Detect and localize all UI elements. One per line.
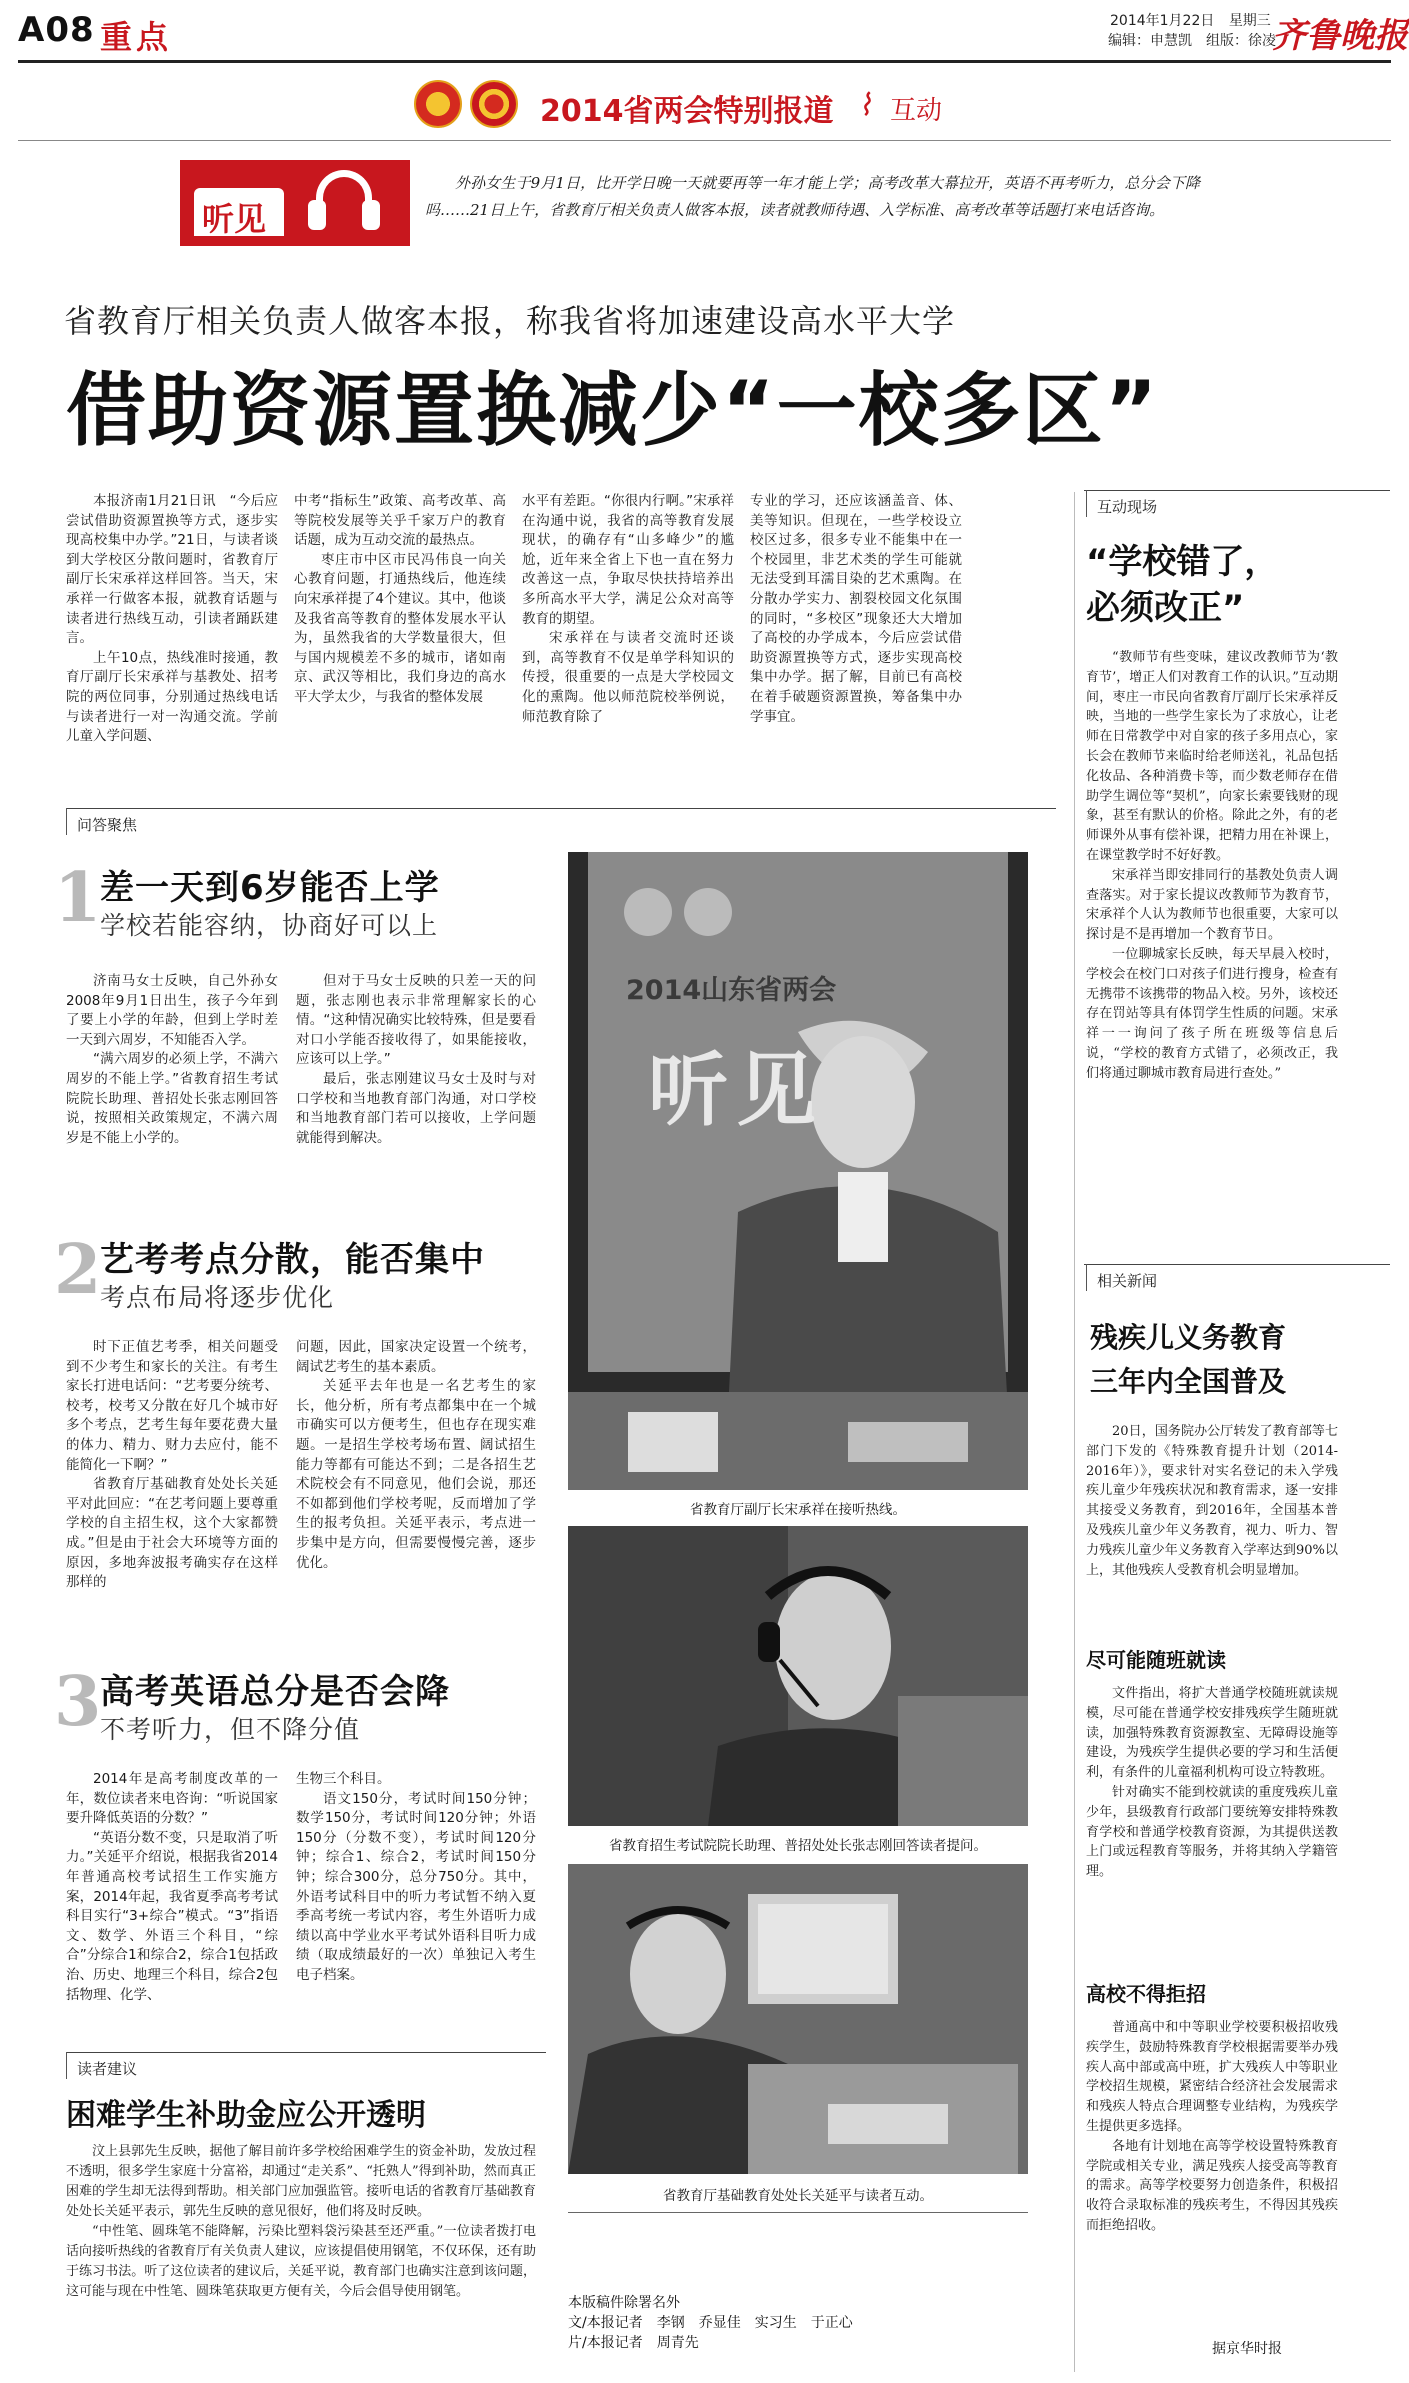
q1-col-2-p2: 最后，张志刚建议马女士及时与对口学校和当地教育部门沟通，对口学校和当地教育部门若可以接收，上学问题就能得到解决。 bbox=[296, 1070, 536, 1146]
q1-col-1-p2: “满六周岁的必须上学，不满六周岁的不能上学。”省教育招生考试院院长助理、普招处长张志刚回答说，按照相关政策规定，不满六周岁是不能上小学的。 bbox=[66, 1051, 278, 1146]
q2-col-2 bbox=[296, 1338, 536, 1640]
masthead-logo: 齐鲁晚报 bbox=[1272, 16, 1408, 56]
q3-col-1-p1: 2014年是高考制度改革的一年，数位读者来电咨询：“听说国家要升降低英语的分数？” bbox=[66, 1771, 278, 1827]
sidebar-divider bbox=[1074, 492, 1075, 2372]
credits-rule bbox=[568, 2212, 1028, 2213]
qa-rule bbox=[66, 808, 1056, 809]
q2-col-1-p1: 时下正值艺考季，相关问题受到不少考生和家长的关注。有考生家长打进电话问：“艺考要分统考、校考，校考又分散在好几个城市好多个考点，艺考生每年要花费大量的体力、精力、财力去应付，能不能简化一下啊？” bbox=[66, 1339, 278, 1473]
poster-big-text: 听见 bbox=[648, 1044, 824, 1137]
sub2-title: 高校不得拒招 bbox=[1086, 1982, 1206, 2006]
poster-line: 2014山东省两会 bbox=[626, 975, 837, 1006]
lead-col-2-p2: 枣庄市中区市民冯伟良一向关心教育问题，打通热线后，他连续向宋承祥提了4个建议。其中，他谈及我省高等教育的整体发展水平认为，虽然我省的大学数量很大，但与国内规模差不多的城市，诸如南京、武汉等相比，我们身边的高水平大学太少，与我省的整体发展 bbox=[294, 551, 506, 705]
weekday-text: 星期三 bbox=[1228, 13, 1271, 29]
reader-title: 困难学生补助金应公开透明 bbox=[66, 2098, 426, 2133]
interactive-body-p1: “教师节有些变味，建议改教师节为‘教育节’，增正人们对教育工作的认识。”互动期间，枣庄一市民向省教育厅副厅长宋承祥反映，当地的一些学生家长为了求放心，让老师在日常教学中对自家的孩子多用点心，家长会在教师节来临时给老师送礼，礼品包括化妆品、各种消费卡等，而少数老师存在借助学生调位等“契机”，向家长索要钱财的现象，甚至有默认的价格。除此之外，有的老师课外从事有偿补课，把精力用在补课上，在课堂教学时不好好教。 bbox=[1086, 650, 1338, 863]
sub2-body-p2: 各地有计划地在高等学校设置特殊教育学院或相关专业，满足残疾人接受高等教育的需求。高等学校要努力创造条件，积极招收符合录取标准的残疾考生，不得因其残疾而拒绝招收。 bbox=[1086, 2138, 1338, 2233]
headline-kicker: 省教育厅相关负责人做客本报，称我省将加速建设高水平大学 bbox=[64, 302, 956, 340]
banner-rule bbox=[18, 140, 1391, 141]
q3-col-1-p2: “英语分数不变，只是取消了听力。”关延平介绍说，根据我省2014年普通高校考试招生工作实施方案，2014年起，我省夏季高考考试科目实行“3+综合”模式。“3”指语文、数学、外语三个科目，“综合”分综合1和综合2，综合1包括政治、历史、地理三个科目，综合2包括物理、化学、 bbox=[66, 1829, 278, 2003]
q3-col-2-p1: 生物三个科目。 bbox=[296, 1771, 391, 1787]
reader-body-p1: 汶上县郭先生反映，据他了解目前许多学校给困难学生的资金补助，发放过程不透明，很多学生家庭十分富裕，却通过“走关系”、“托熟人”得到补助，然而真正困难的学生却无法得到帮助。相关部门应加强监管。接听电话的省教育厅基础教育处处长关延平表示，郭先生反映的意见很好，他们将及时反映。 bbox=[66, 2144, 536, 2219]
page-code: A08 bbox=[18, 10, 95, 50]
sub1-body-p1: 文件指出，将扩大普通学校随班就读规模，尽可能在普通学校安排残疾学生随班就读，加强特殊教育资源教室、无障碍设施等建设，为残疾学生提供必要的学习和生活便利，有条件的儿童福利机构可设立特教班。 bbox=[1086, 1686, 1338, 1781]
q3-col-2 bbox=[296, 1770, 536, 2032]
photo-1-caption: 省教育厅副厅长宋承祥在接听热线。 bbox=[690, 1502, 906, 1518]
lead-col-1 bbox=[66, 492, 278, 772]
photo-2-image bbox=[568, 1526, 1028, 1826]
badge-label: 听见 bbox=[202, 200, 267, 238]
photo-1-image bbox=[568, 852, 1028, 1490]
interactive-body-p3: 一位聊城家长反映，每天早晨入校时，学校会在校门口对孩子们进行搜身，检查有无携带不该携带的物品入校。另外，该校还存在罚站等具有体罚学生性质的问题。宋承祥一一询问了孩子所在班级等信息后说，“学校的教育方式错了，必须改正，我们将通过聊城市教育局进行查处。” bbox=[1086, 946, 1338, 1081]
national-emblem-icon bbox=[414, 80, 462, 128]
q1-col-2-p1: 但对于马女士反映的只差一天的问题，张志刚也表示非常理解家长的心情。“这种情况确实比较特殊，但是要看对口小学能否接收得了，如果能接收，应该可以上学。” bbox=[296, 973, 536, 1068]
qa-section-tag: 问答聚焦 bbox=[66, 814, 137, 835]
lead-col-3-p1: 水平有差距。“你很内行啊。”宋承祥在沟通中说，我省的高等教育发展现状，的确存有“山多峰少”的尴尬，近年来全省上下也一直在努力改善这一点，争取尽快扶持培养出多所高水平大学，满足公众对高等教育的期望。 bbox=[522, 493, 734, 627]
q3-col-1 bbox=[66, 1770, 278, 2032]
credits-line0: 本版稿件除署名外 bbox=[568, 2295, 680, 2311]
photo-3-image bbox=[568, 1864, 1028, 2174]
lead-col-1-p2: 上午10点，热线准时接通，教育厅副厅长宋承祥与基教处、招考院的两位同事，分别通过热线电话与读者进行一对一沟通交流。学前儿童入学问题、 bbox=[66, 649, 278, 745]
sidebar-top-rule bbox=[1084, 490, 1390, 491]
q2-col-2-p2: 关延平去年也是一名艺考生的家长，他分析，所有考点都集中在一个城市确实可以方便考生，但也存在现实难题。一是招生学校考场布置、阔试招生能力等都有可能达不到；二是各招生艺术院校会有不同意见，他们会说，那还不如都到他们学校考呢，反而增加了学生的报考负担。关延平表示，考点进一步集中是方向，但需要慢慢完善，逐步优化。 bbox=[296, 1378, 536, 1571]
photo-2 bbox=[568, 1526, 1028, 1826]
banner-title: 2014省两会特别报道 bbox=[540, 94, 834, 129]
banner-sub: 互动 bbox=[890, 96, 943, 126]
q1-subtitle: 学校若能容纳，协商好可以上 bbox=[100, 911, 439, 940]
lead-col-3 bbox=[522, 492, 734, 772]
related-rule bbox=[1084, 1264, 1390, 1265]
lead-col-2 bbox=[294, 492, 506, 772]
q2-title: 艺考考点分散，能否集中 bbox=[100, 1240, 485, 1280]
related-tag: 相关新闻 bbox=[1086, 1270, 1157, 1291]
page-header bbox=[0, 0, 1409, 62]
lead-col-4 bbox=[750, 492, 962, 772]
section-name: 重点 bbox=[100, 18, 173, 56]
related-body-p1: 20日，国务院办公厅转发了教育部等七部门下发的《特殊教育提升计划（2014-2016年）》，要求针对实名登记的未入学残疾儿童少年残疾状况和教育需求，逐一安排其接受义务教育，到2016年，全国基本普及残疾儿童少年义务教育，视力、听力、智力残疾儿童少年义务教育入学率达到90%以上，其他残疾人受教育机会明显增加。 bbox=[1086, 1424, 1338, 1578]
related-title-2: 三年内全国普及 bbox=[1090, 1365, 1287, 1398]
q2-col-1-p2: 省教育厅基础教育处处长关延平对此回应：“在艺考问题上要尊重学校的自主招生权，这个大家都赞成。”但是由于社会大环境等方面的原因，多地奔波报考确实存在这样那样的 bbox=[66, 1476, 278, 1591]
intro-text: 外孙女生于9月1日，比开学日晚一天就要再等一年才能上学；高考改革大幕拉开，英语不再考听力，总分会下降吗……21日上午，省教育厅相关负责人做客本报，读者就教师待遇、入学标准、高考改革等话题打来电话咨询。 bbox=[425, 174, 1200, 219]
q3-number: 3 bbox=[54, 1662, 102, 1742]
q3-col-2-p2: 语文150分，考试时间150分钟；数学150分，考试时间120分钟；外语150分（分数不变），考试时间120分钟；综合1、综合2，考试时间150分钟；综合300分，总分750分。其中，外语考试科目中的听力考试暂不纳入夏季高考统一考试内容，考生外语听力成绩以高中学业水平考试外语科目听力成绩（取成绩最好的一次）单独记入考生电子档案。 bbox=[296, 1790, 536, 1983]
interactive-title-2: 必须改正” bbox=[1086, 588, 1245, 628]
reader-rule bbox=[66, 2052, 546, 2053]
q1-col-1-p1: 济南马女士反映，自己外孙女2008年9月1日出生，孩子今年到了要上小学的年龄，但到上学时差一天到六周岁，不知能否入学。 bbox=[66, 973, 278, 1048]
issue-date bbox=[1110, 10, 1271, 30]
listen-badge bbox=[180, 160, 410, 246]
related-title-1: 残疾儿义务教育 bbox=[1090, 1321, 1287, 1354]
interactive-title-1: “学校错了， bbox=[1086, 542, 1279, 582]
sub2-body-p1: 普通高中和中等职业学校要积极招收残疾学生，鼓励特殊教育学校根据需要举办残疾人高中部或高中班，扩大残疾人中等职业学校招生规模，紧密结合经济社会发展需求和残疾人特点合理调整专业结构，为残疾学生提供更多选择。 bbox=[1086, 2020, 1338, 2134]
lead-col-2-p1: 中考“指标生”政策、高考改革、高等院校发展等关乎千家万户的教育话题，成为互动交流的最热点。 bbox=[294, 493, 506, 549]
header-rule bbox=[18, 60, 1391, 63]
q3-subtitle: 不考听力，但不降分值 bbox=[100, 1715, 361, 1744]
reader-section-tag: 读者建议 bbox=[66, 2058, 137, 2079]
sub2-body bbox=[1086, 2018, 1338, 2338]
interactive-tag: 互动现场 bbox=[1086, 496, 1157, 517]
editor-line: 编辑：申慧凯 组版：徐凌 bbox=[1108, 33, 1276, 49]
headphone-icon bbox=[308, 170, 380, 232]
q1-number: 1 bbox=[54, 858, 102, 938]
banner-zhi-icon: ⌇ bbox=[858, 88, 873, 123]
photo-2-caption: 省教育招生考试院院长助理、普招处处长张志刚回答读者提问。 bbox=[609, 1838, 987, 1854]
q1-col-1 bbox=[66, 972, 278, 1242]
headline-main: 借助资源置换减少“一校多区” bbox=[66, 364, 1160, 457]
sub1-body bbox=[1086, 1684, 1338, 1964]
cppcc-emblem-icon bbox=[470, 80, 518, 128]
related-body bbox=[1086, 1422, 1338, 1632]
q2-subtitle: 考点布局将逐步优化 bbox=[100, 1283, 335, 1312]
photo-3 bbox=[568, 1864, 1028, 2174]
q2-col-2-p1: 问题，因此，国家决定设置一个统考，阔试艺考生的基本素质。 bbox=[296, 1339, 536, 1375]
special-report-banner bbox=[0, 66, 1409, 156]
date-text: 2014年1月22日 bbox=[1110, 13, 1215, 29]
lead-col-3-p2: 宋承祥在与读者交流时还谈到，高等教育不仅是单学科知识的传授，很重要的一点是大学校园文化的熏陶。他以师范院校举例说，师范教育除了 bbox=[522, 630, 734, 725]
lead-col-4-p1: 专业的学习，还应该涵盖音、体、美等知识。但现在，一些学校设立校区过多，很多专业不能集中在一个校园里，非艺术类的学生可能就无法受到耳濡目染的艺术熏陶。在分散办学实力、割裂校园文化氛围的同时，“多校区”现象还大大增加了高校的办学成本，今后应尝试借助资源置换等方式，逐步实现高校集中办学。据了解，目前已有高校在着手破题资源置换，筹备集中办学事宜。 bbox=[750, 493, 962, 725]
q3-title: 高考英语总分是否会降 bbox=[100, 1672, 450, 1712]
photo-1 bbox=[568, 852, 1028, 1490]
interactive-body bbox=[1086, 648, 1338, 1250]
sub1-title: 尽可能随班就读 bbox=[1086, 1648, 1226, 1672]
q2-number: 2 bbox=[54, 1230, 102, 1310]
lead-col-1-p1: 本报济南1月21日讯 “今后应尝试借助资源置换等方式，逐步实现高校集中办学。”21日，与读者谈到大学校区分散问题时，省教育厅副厅长宋承祥这样回答。当天，宋承祥一行做客本报，就教育话题与读者进行热线互动，引读者踊跃建言。 bbox=[66, 493, 278, 647]
sub1-body-p2: 针对确实不能到校就读的重度残疾儿童少年，县级教育行政部门要统筹安排特殊教育学校和普通学校教育资源，为其提供送教上门或远程教育等服务，并将其纳入学籍管理。 bbox=[1086, 1784, 1338, 1880]
q1-title: 差一天到6岁能否上学 bbox=[100, 868, 440, 908]
sidebar-source: 据京华时报 bbox=[1212, 2341, 1282, 2357]
photo-3-caption: 省教育厅基础教育处处长关延平与读者互动。 bbox=[663, 2188, 933, 2204]
q1-col-2 bbox=[296, 972, 536, 1242]
credits-line2: 片/本报记者 周青先 bbox=[568, 2335, 699, 2351]
q2-col-1 bbox=[66, 1338, 278, 1640]
reader-body bbox=[66, 2142, 536, 2372]
interactive-body-p2: 宋承祥当即安排同行的基教处负责人调查落实。对于家长提议改教师节为教育节，宋承祥个人认为教师节也很重要，大家可以探讨是不是再增加一个教育节日。 bbox=[1086, 867, 1338, 943]
credits-line1: 文/本报记者 李钢 乔显佳 实习生 于正心 bbox=[568, 2315, 853, 2331]
reader-body-p2: “中性笔、圆珠笔不能降解，污染比塑料袋污染甚至还严重。”一位读者拨打电话向接听热线的省教育厅有关负责人建议，应该提倡使用钢笔，不仅环保，还有助于练习书法。听了这位读者的建议后，关延平说，教育部门也确实注意到该问题，这可能与现在中性笔、圆珠笔获取更方便有关，今后会倡导使用钢笔。 bbox=[66, 2224, 536, 2299]
